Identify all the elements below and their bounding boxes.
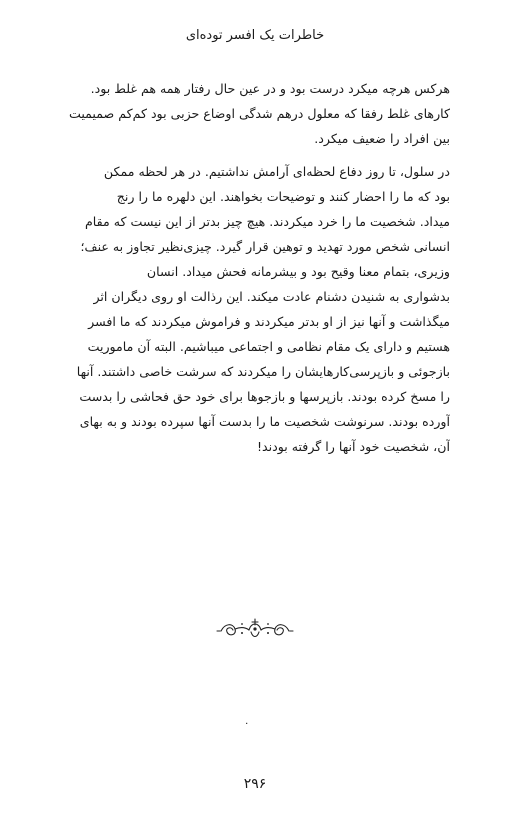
running-title: خاطرات یک افسر توده‌ای xyxy=(185,28,325,43)
decorative-ornament-icon xyxy=(215,614,295,644)
text-line: هرکس هرچه میکرد درست بود و در عین حال رفتار همه هم غلط بود. xyxy=(90,81,450,96)
text-line: را مسخ کرده بودند. بازپرسها و بازجوها برای خود حق فحاشی را بدست xyxy=(79,389,450,404)
text-line: در سلول، تا روز دفاع لحظه‌ای آرامش نداشتیم. در هر لحظه ممکن xyxy=(103,164,450,179)
text-line: بین افراد را ضعیف میکرد. xyxy=(314,131,450,146)
text-line: وزیری، بتمام معنا وقیح بود و بیشرمانه فحش میداد. انسان xyxy=(146,264,450,279)
text-line: کارهای غلط رفقا که معلول درهم شدگی اوضاع حزبی بود کم‌کم صمیمیت xyxy=(68,106,450,121)
text-line: بازجوئی و بازپرسی‌کارهایشان را میکردند که سرشت خاصی داشتند. آنها xyxy=(76,364,450,379)
text-line: آورده بودند. سرنوشت شخصیت ما را بدست آنها سپرده بودند و به بهای xyxy=(79,414,450,429)
text-line: میداد. شخصیت ما را خرد میکردند. هیچ چیز بدتر از این نیست که مقام xyxy=(84,214,450,229)
paragraph-1 xyxy=(58,76,450,151)
text-line: بدشواری به شنیدن دشنام عادت میکند. این رذالت او روی دیگران اثر xyxy=(93,289,450,304)
page-number: ۲۹۶ xyxy=(243,776,267,792)
paragraph-2 xyxy=(58,159,450,459)
text-line: بود که ما را احضار کنند و توضیحات بخواهند. این دلهره ما را رنج xyxy=(116,189,450,204)
text-line: هستیم و دارای یک مقام نظامی و اجتماعی میباشیم. البته آن ماموریت xyxy=(87,339,450,354)
body-text xyxy=(58,76,450,459)
text-line: میگذاشت و آنها نیز از او بدتر میکردند و فراموش میکردند که ما افسر xyxy=(88,314,450,329)
page-mark: ٠ xyxy=(244,718,250,729)
text-line: انسانی شخص مورد تهدید و توهین قرار گیرد. چیزی‌نظیر تجاوز به عنف؛ xyxy=(80,239,450,254)
text-line: آن، شخصیت خود آنها را گرفته بودند! xyxy=(256,439,450,454)
